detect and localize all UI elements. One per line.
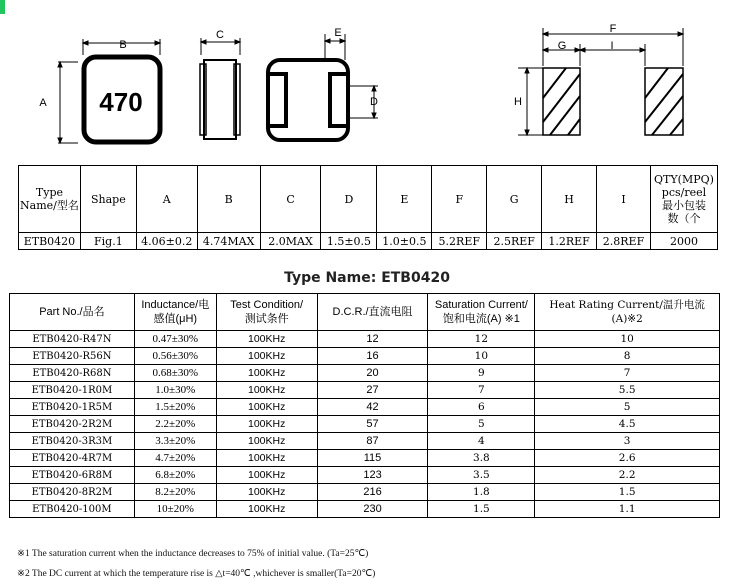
cell-dcr: 115	[317, 450, 428, 467]
cell-dcr: 216	[317, 484, 428, 501]
cell-part-no: ETB0420-4R7M	[10, 450, 135, 467]
table-row	[10, 382, 720, 399]
cell-qty: 2000	[650, 233, 717, 250]
cell-test-condition: 100KHz	[216, 416, 317, 433]
header-part-no: Part No./品名	[10, 294, 135, 331]
cell-test-condition: 100KHz	[216, 365, 317, 382]
label-H: H	[514, 96, 522, 108]
cell-inductance: 0.68±30%	[134, 365, 216, 382]
cell-saturation: 7	[428, 382, 535, 399]
cell-part-no: ETB0420-1R5M	[10, 399, 135, 416]
cell-type: ETB0420	[19, 233, 81, 250]
cell-saturation: 5	[428, 416, 535, 433]
cell-heat-rating: 5.5	[535, 382, 720, 399]
cell-heat-rating: 7	[535, 365, 720, 382]
cell-part-no: ETB0420-8R2M	[10, 484, 135, 501]
header-dcr: D.C.R./直流电阻	[317, 294, 428, 331]
header-G: G	[487, 166, 542, 233]
cell-heat-rating: 10	[535, 331, 720, 348]
label-G: G	[557, 40, 567, 52]
cell-saturation: 12	[428, 331, 535, 348]
cell-saturation: 1.8	[428, 484, 535, 501]
cell-test-condition: 100KHz	[216, 433, 317, 450]
parts-table	[9, 293, 720, 518]
table-row	[10, 399, 720, 416]
cell-inductance: 6.8±20%	[134, 467, 216, 484]
cell-inductance: 1.0±30%	[134, 382, 216, 399]
cell-dcr: 27	[317, 382, 428, 399]
cell-heat-rating: 3	[535, 433, 720, 450]
cell-part-no: ETB0420-R56N	[10, 348, 135, 365]
cell-part-no: ETB0420-1R0M	[10, 382, 135, 399]
cell-E: 1.0±0.5	[377, 233, 432, 250]
fig1-marking: 470	[99, 87, 143, 117]
land-pattern	[518, 28, 683, 135]
header-D: D	[321, 166, 377, 233]
table-row	[10, 450, 720, 467]
label-D: D	[370, 96, 378, 108]
cell-C: 2.0MAX	[260, 233, 321, 250]
table-row	[10, 416, 720, 433]
cell-inductance: 8.2±20%	[134, 484, 216, 501]
cell-test-condition: 100KHz	[216, 501, 317, 518]
header-E: E	[377, 166, 432, 233]
label-A: A	[39, 97, 47, 109]
header-heat-rating: Heat Rating Current/温升电流 (A)※2	[535, 294, 720, 331]
cell-inductance: 2.2±20%	[134, 416, 216, 433]
cell-saturation: 6	[428, 399, 535, 416]
cell-saturation: 1.5	[428, 501, 535, 518]
cell-D: 1.5±0.5	[321, 233, 377, 250]
cell-heat-rating: 1.1	[535, 501, 720, 518]
cell-F: 5.2REF	[432, 233, 487, 250]
cell-heat-rating: 4.5	[535, 416, 720, 433]
header-A: A	[136, 166, 197, 233]
table-row	[10, 331, 720, 348]
cell-part-no: ETB0420-R68N	[10, 365, 135, 382]
cell-inductance: 0.47±30%	[134, 331, 216, 348]
label-C: C	[216, 29, 224, 41]
cell-heat-rating: 2.6	[535, 450, 720, 467]
cell-H: 1.2REF	[542, 233, 597, 250]
cell-shape: Fig.1	[80, 233, 136, 250]
table-row	[10, 467, 720, 484]
cell-dcr: 123	[317, 467, 428, 484]
cell-dcr: 87	[317, 433, 428, 450]
header-H: H	[542, 166, 597, 233]
cell-dcr: 16	[317, 348, 428, 365]
cell-test-condition: 100KHz	[216, 382, 317, 399]
cell-test-condition: 100KHz	[216, 348, 317, 365]
header-test-condition: Test Condition/ 测试条件	[216, 294, 317, 331]
cell-test-condition: 100KHz	[216, 450, 317, 467]
cell-inductance: 3.3±20%	[134, 433, 216, 450]
dimensions-table	[18, 165, 718, 250]
table-row	[10, 365, 720, 382]
cell-B: 4.74MAX	[197, 233, 260, 250]
note-2: ※2 The DC current at which the temperature rise is △t=40℃ ,whichever is smaller(Ta=20℃)	[17, 569, 376, 579]
cell-test-condition: 100KHz	[216, 399, 317, 416]
label-E: E	[334, 27, 342, 39]
cell-part-no: ETB0420-3R3M	[10, 433, 135, 450]
cell-A: 4.06±0.2	[136, 233, 197, 250]
header-C: C	[260, 166, 321, 233]
cell-heat-rating: 1.5	[535, 484, 720, 501]
cell-saturation: 4	[428, 433, 535, 450]
table-row	[10, 484, 720, 501]
cell-heat-rating: 2.2	[535, 467, 720, 484]
cell-inductance: 1.5±20%	[134, 399, 216, 416]
table-row	[10, 348, 720, 365]
cell-heat-rating: 8	[535, 348, 720, 365]
cell-part-no: ETB0420-2R2M	[10, 416, 135, 433]
cell-saturation: 10	[428, 348, 535, 365]
cell-test-condition: 100KHz	[216, 331, 317, 348]
header-type-name: Type Name/型名	[19, 166, 81, 233]
cell-part-no: ETB0420-100M	[10, 501, 135, 518]
dimension-drawings	[0, 0, 734, 160]
table-row	[10, 433, 720, 450]
cell-test-condition: 100KHz	[216, 484, 317, 501]
cell-saturation: 3.8	[428, 450, 535, 467]
label-I: I	[610, 40, 614, 52]
cell-saturation: 3.5	[428, 467, 535, 484]
header-inductance: Inductance/电 感值(μH)	[134, 294, 216, 331]
cell-test-condition: 100KHz	[216, 467, 317, 484]
header-F: F	[432, 166, 487, 233]
cell-dcr: 57	[317, 416, 428, 433]
header-saturation: Saturation Current/ 饱和电流(A) ※1	[428, 294, 535, 331]
cell-part-no: ETB0420-R47N	[10, 331, 135, 348]
cell-dcr: 20	[317, 365, 428, 382]
side-view	[200, 38, 240, 139]
header-B: B	[197, 166, 260, 233]
header-qty: QTY(MPQ) pcs/reel 最小包装 数（个	[650, 166, 717, 233]
cell-inductance: 10±20%	[134, 501, 216, 518]
table-row	[10, 501, 720, 518]
bottom-view	[268, 34, 378, 140]
cell-G: 2.5REF	[487, 233, 542, 250]
type-name-title: Type Name: ETB0420	[284, 270, 450, 286]
cell-saturation: 9	[428, 365, 535, 382]
cell-part-no: ETB0420-6R8M	[10, 467, 135, 484]
cell-dcr: 230	[317, 501, 428, 518]
cell-dcr: 42	[317, 399, 428, 416]
cell-inductance: 0.56±30%	[134, 348, 216, 365]
header-shape: Shape	[80, 166, 136, 233]
header-I: I	[597, 166, 651, 233]
label-B: B	[119, 39, 127, 51]
cell-dcr: 12	[317, 331, 428, 348]
note-1: ※1 The saturation current when the inductance decreases to 75% of initial value. (Ta=25℃)	[17, 549, 369, 559]
cell-heat-rating: 5	[535, 399, 720, 416]
cell-I: 2.8REF	[597, 233, 651, 250]
cell-inductance: 4.7±20%	[134, 450, 216, 467]
label-F: F	[609, 23, 617, 35]
